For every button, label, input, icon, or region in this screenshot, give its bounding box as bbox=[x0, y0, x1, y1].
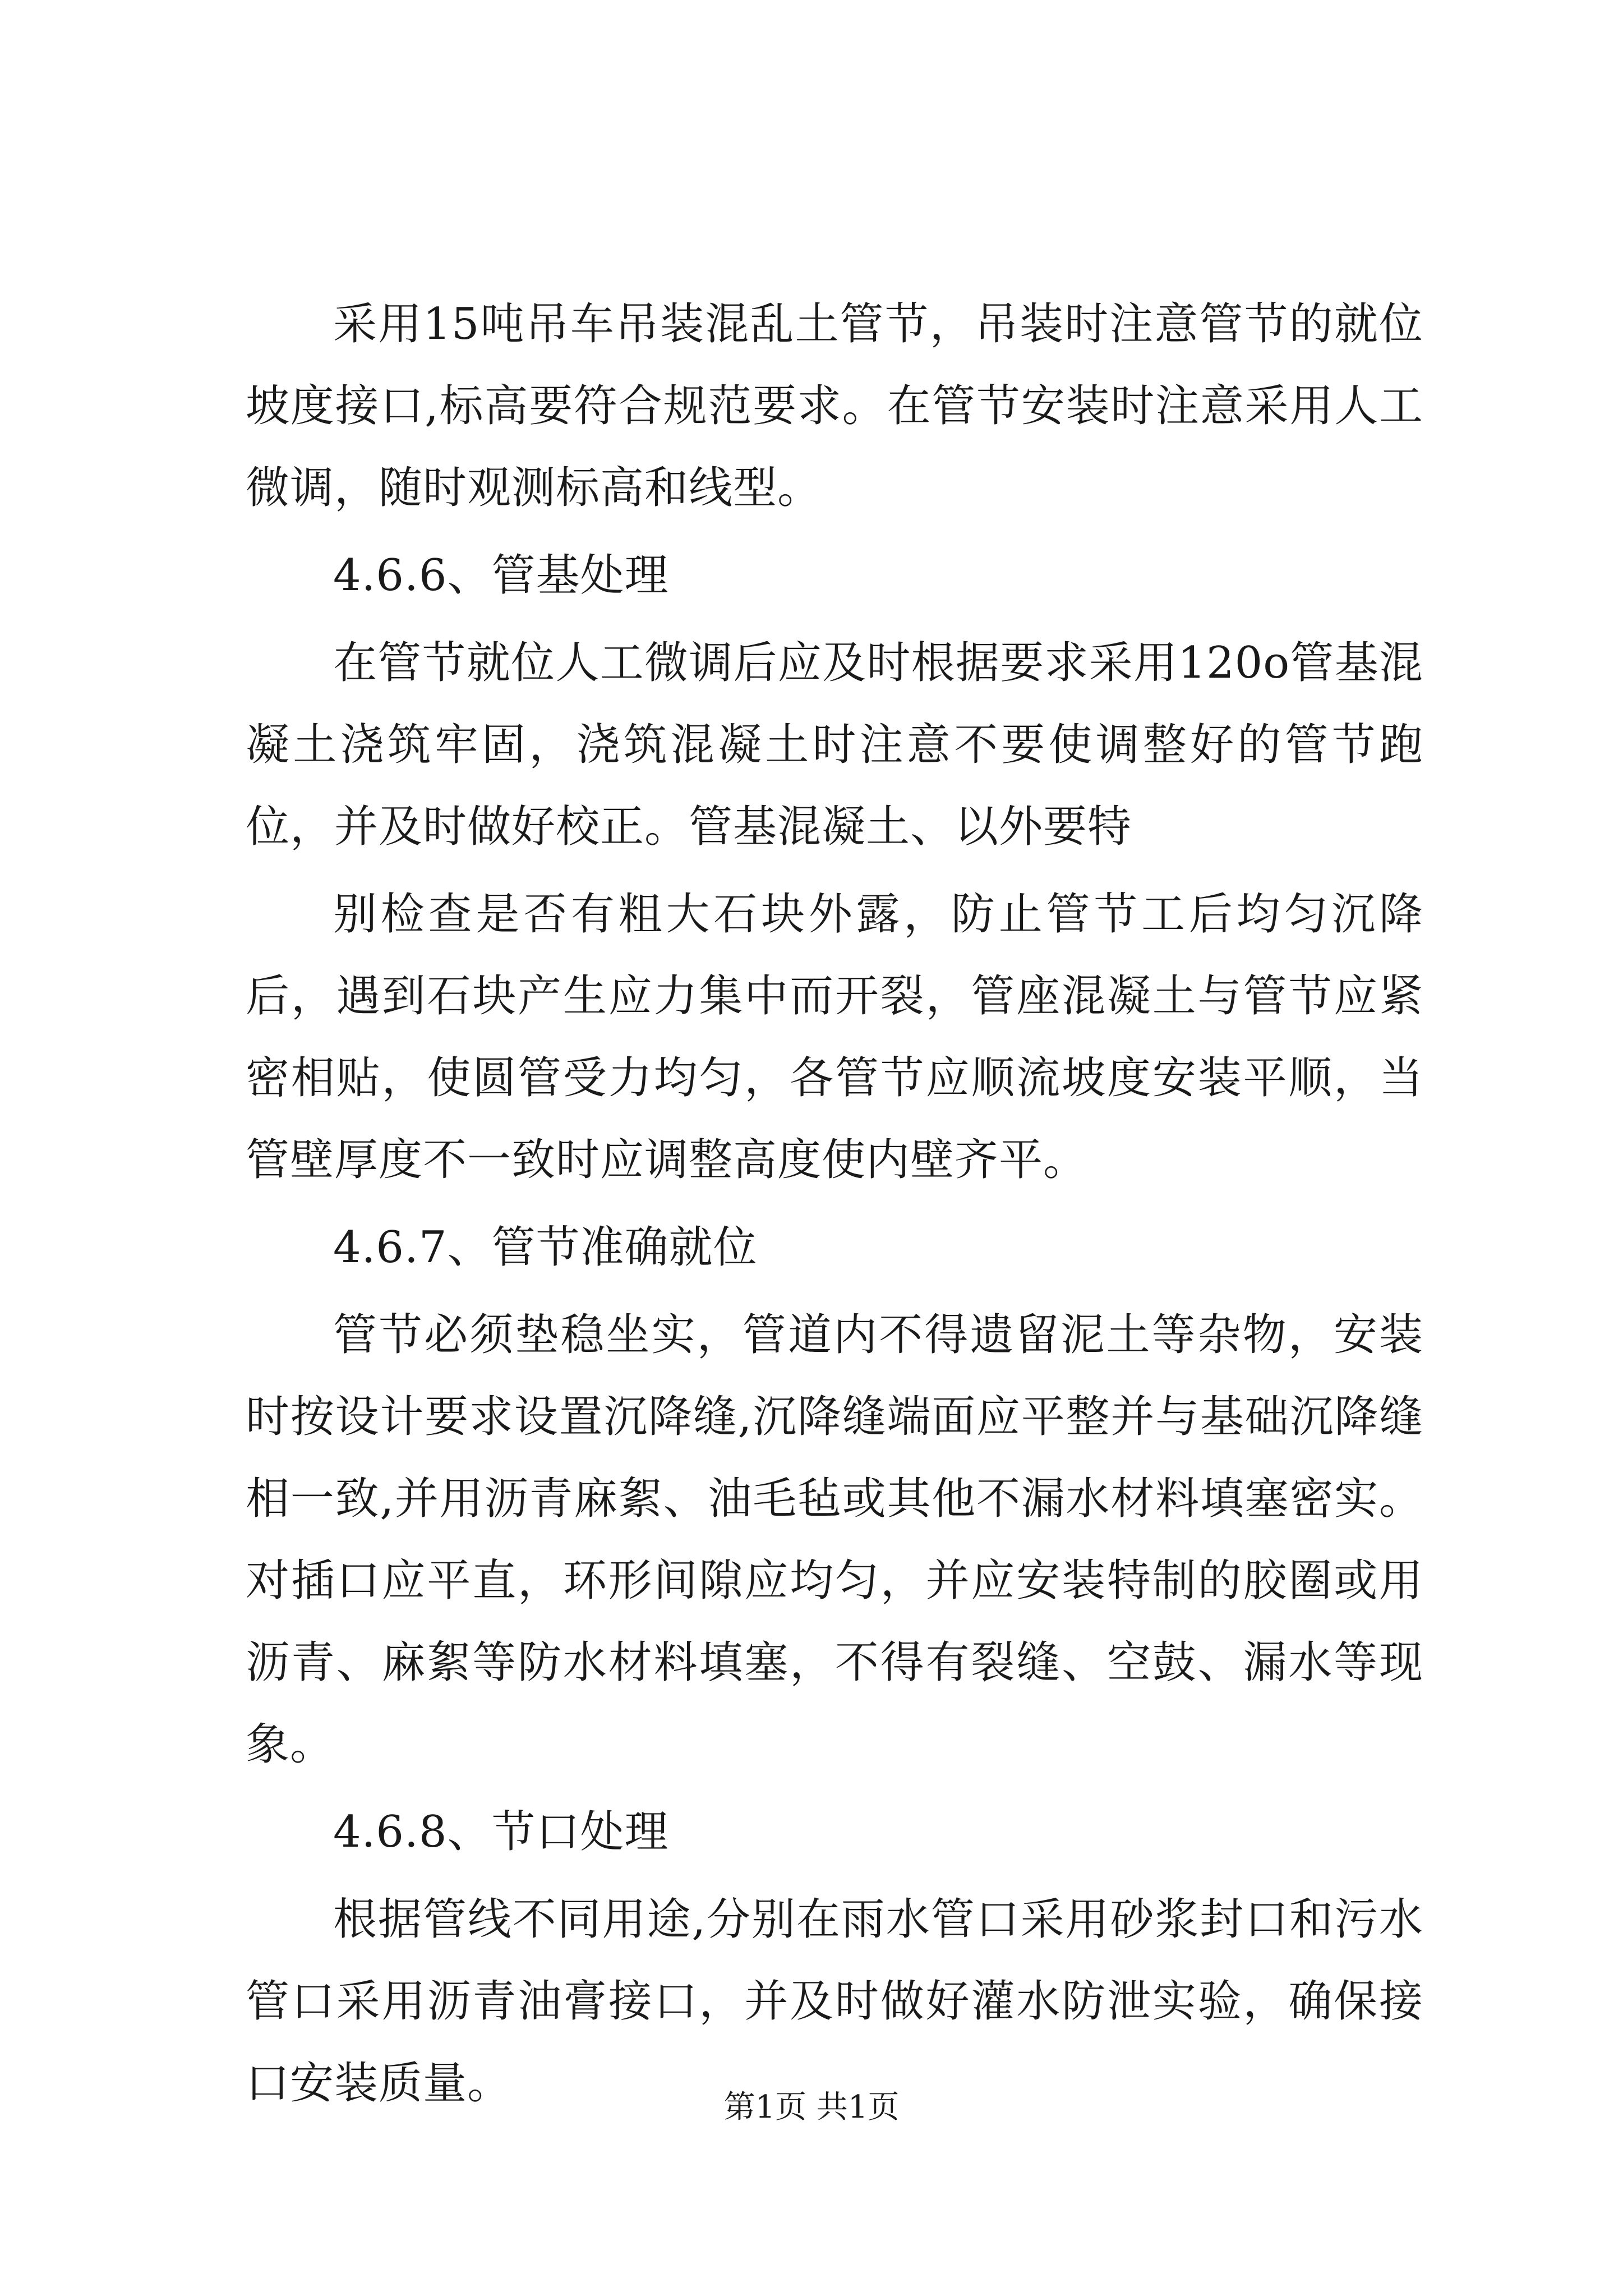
paragraph-crane-lifting: 采用15吨吊车吊装混乱土管节，吊装时注意管节的就位坡度接口,标高要符合规范要求。在管节安装时注意采用人工微调，随时观测标高和线型。 bbox=[246, 299, 1423, 513]
paragraph-joint-treatment: 根据管线不同用途,分别在雨水管口采用砂浆封口和污水管口采用沥青油膏接口，并及时做好灌水防泄实验，确保接口安装质量。 bbox=[246, 1894, 1423, 2109]
document-body bbox=[246, 283, 1423, 2130]
section-heading-4-6-8: 4.6.8、节口处理 bbox=[333, 1807, 669, 1857]
section-heading-4-6-6: 4.6.6、管基处理 bbox=[333, 550, 669, 601]
paragraph-pipe-base: 在管节就位人工微调后应及时根据要求采用120o管基混凝土浇筑牢固，浇筑混凝土时注意不要使调整好的管节跑位，并及时做好校正。管基混凝土、以外要特 bbox=[246, 638, 1423, 852]
paragraph-pipe-positioning: 管节必须垫稳坐实，管道内不得遗留泥土等杂物，安装时按设计要求设置沉降缝,沉降缝端面应平整并与基础沉降缝相一致,并用沥青麻絮、油毛毡或其他不漏水材料填塞密实。对插口应平直，环形间隙应均匀，并应安装特制的胶圈或用沥青、麻絮等防水材料填塞，不得有裂缝、空鼓、漏水等现象。 bbox=[246, 1310, 1423, 1770]
paragraph-stone-check: 别检查是否有粗大石块外露，防止管节工后均匀沉降后，遇到石块产生应力集中而开裂，管座混凝土与管节应紧密相贴，使圆管受力均匀，各管节应顺流坡度安装平顺，当管壁厚度不一致时应调整高度使内壁齐平。 bbox=[246, 889, 1423, 1185]
page-footer: 第1页 共1页 bbox=[723, 2089, 900, 2125]
section-heading-4-6-7: 4.6.7、管节准确就位 bbox=[333, 1222, 758, 1273]
